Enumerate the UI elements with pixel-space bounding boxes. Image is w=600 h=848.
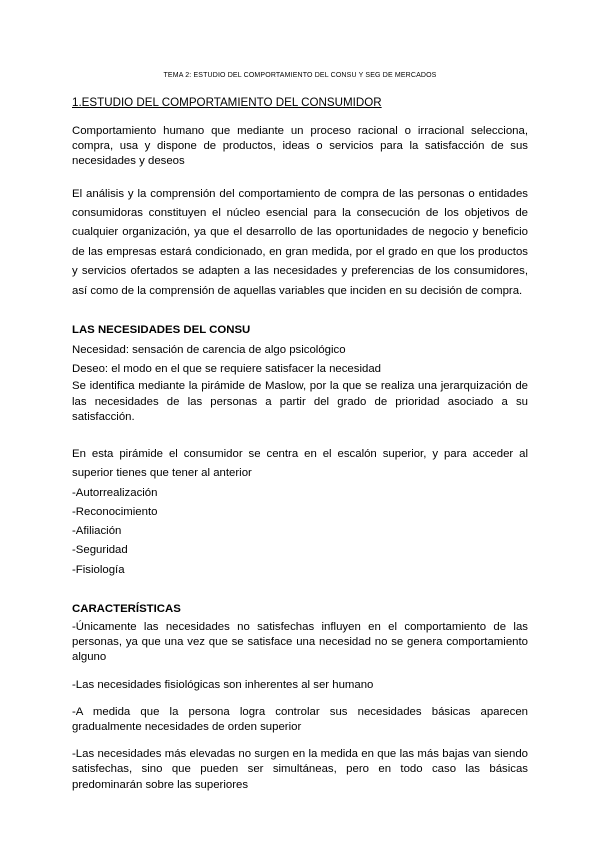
characteristic-item: -A medida que la persona logra controlar sus necesidades básicas aparecen gradualmente necesidades de orden superior [72,705,528,733]
characteristic-item: -Únicamente las necesidades no satisfechas influyen en el comportamiento de las personas, ya que una vez que se satisface una necesidad no se genera comportamiento alguno [72,620,528,664]
page-header: TEMA 2: ESTUDIO DEL COMPORTAMIENTO DEL CONSU Y SEG DE MERCADOS [163,72,437,79]
document-body [72,96,528,793]
list-item: -Reconocimiento [72,506,158,519]
list-item: -Fisiología [72,563,125,576]
deseo-definition: Deseo: el modo en el que se requiere satisfacer la necesidad [72,363,381,376]
definition-paragraph: Comportamiento humano que mediante un proceso racional o irracional selecciona, compra, usa y dispone de productos, ideas o servicios para la satisfacción de sus necesidades y deseos [72,125,528,168]
characteristic-item: -Las necesidades fisiológicas son inherentes al ser humano [72,678,374,691]
needs-heading: LAS NECESIDADES DEL CONSU [72,324,251,337]
pyramid-intro-paragraph: En esta pirámide el consumidor se centra en el escalón superior, y para acceder al superior tienes que tener al anterior [72,448,528,480]
characteristics-heading: CARACTERÍSTICAS [72,602,181,615]
necesidad-definition: Necesidad: sensación de carencia de algo psicológico [72,344,346,357]
list-item: -Seguridad [72,544,128,557]
section-title: 1.ESTUDIO DEL COMPORTAMIENTO DEL CONSUMIDOR [72,96,382,109]
list-item: -Autorrealización [72,486,158,499]
characteristic-item: -Las necesidades más elevadas no surgen en la medida en que las más bajas van siendo satisfechas, sino que pueden ser simultáneas, pero en todo caso las básicas predominarán sobre las superiores [72,748,528,791]
pyramid-levels-list [72,484,528,580]
list-item: -Afiliación [72,525,122,538]
analysis-paragraph: El análisis y la comprensión del comportamiento de compra de las personas o entidades consumidoras constituyen el núcleo esencial para la consecución de los objetivos de cualquier organización, ya que el desarrollo de las oportunidades de negocio y beneficio de las empresas estará condicionado, en gran medida, por el grado en que los productos y servicios ofertados se adapten a las necesidades y preferencias de los consumidores, así como de la comprensión de aquellas variables que inciden en su decisión de compra. [72,187,528,297]
maslow-paragraph: Se identifica mediante la pirámide de Maslow, por la que se realiza una jerarquización de las necesidades de las personas a partir del grado de prioridad asociado a su satisfacción. [72,380,528,423]
